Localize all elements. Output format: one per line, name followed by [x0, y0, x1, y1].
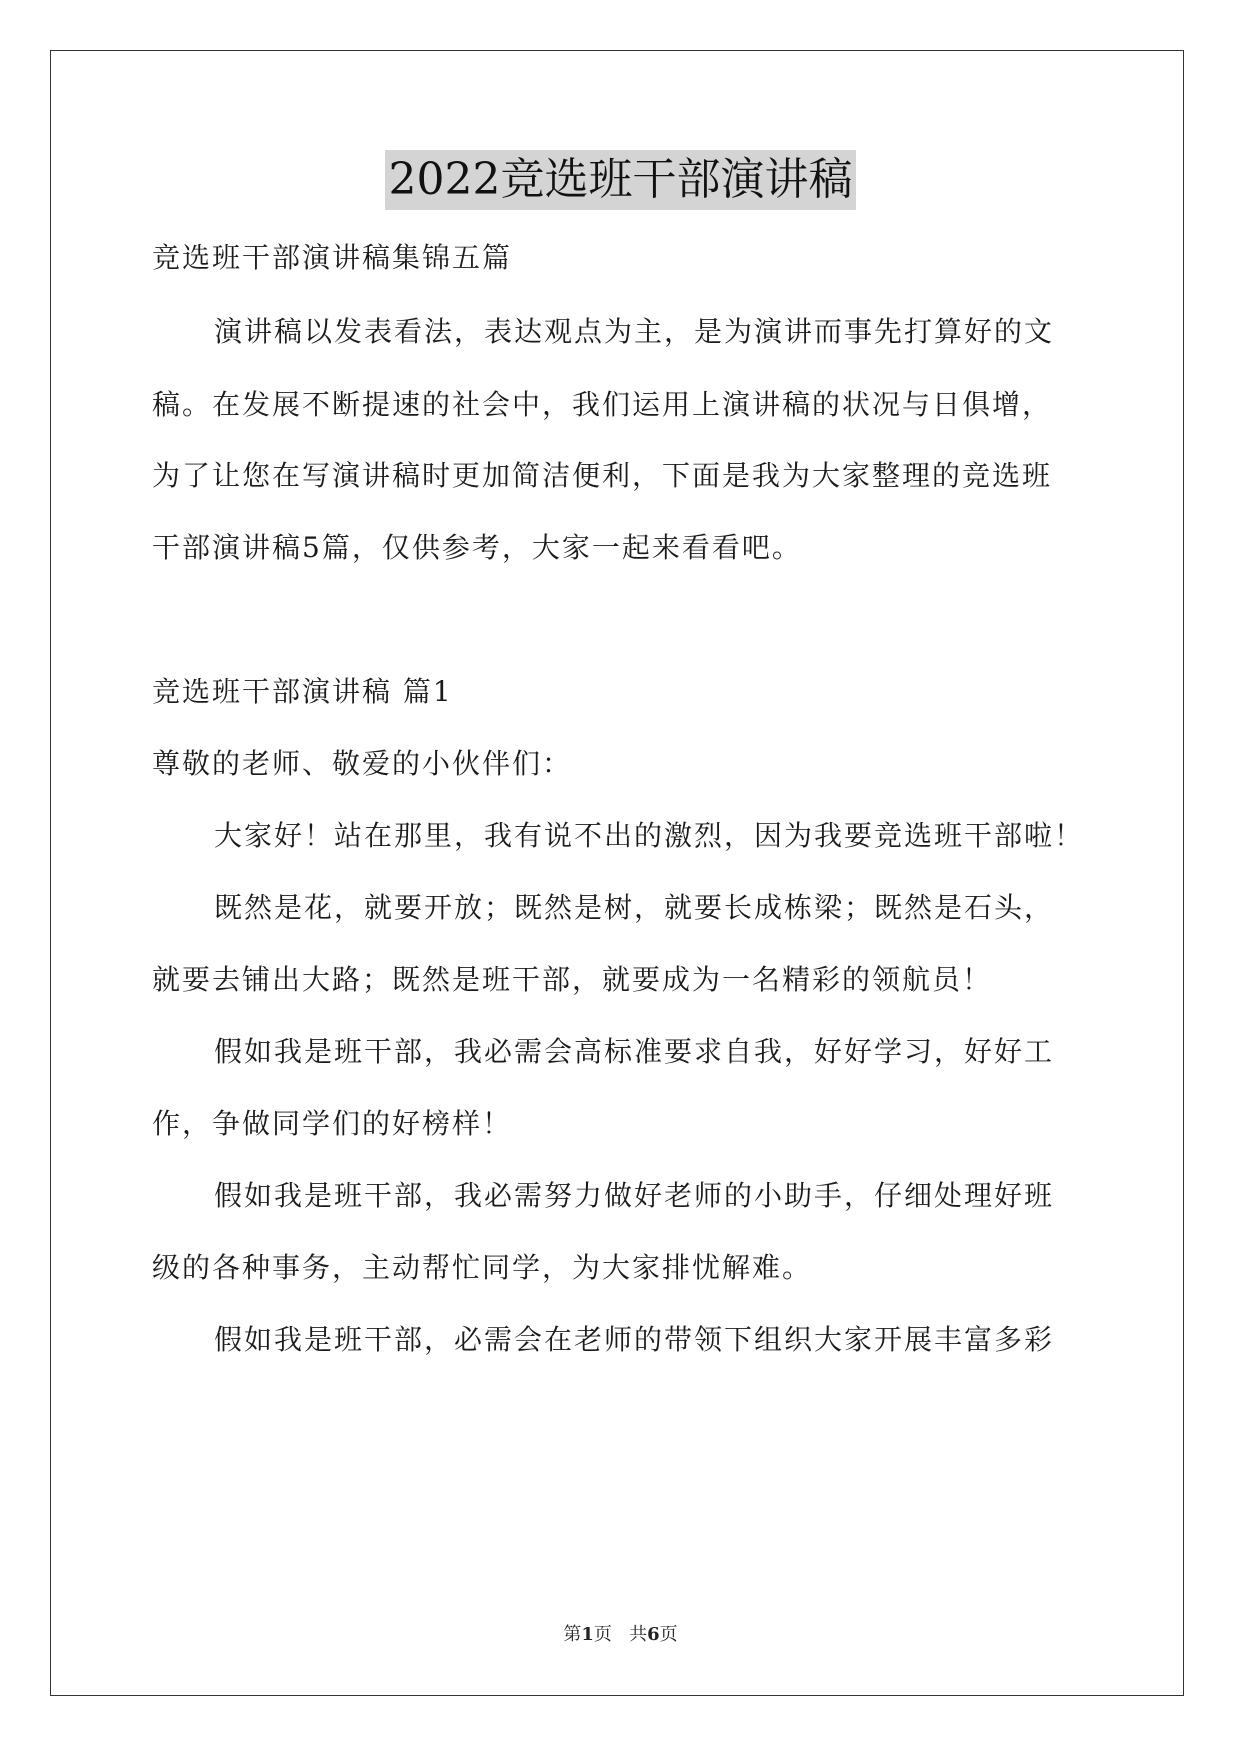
page-footer	[0, 1620, 1241, 1646]
document-title: 2022竞选班干部演讲稿	[385, 150, 857, 210]
title-container	[0, 150, 1241, 210]
intro-line: 演讲稿以发表看法，表达观点为主，是为演讲而事先打算好的文	[214, 315, 1055, 348]
body-line: 既然是花，就要开放；既然是树，就要长成栋梁；既然是石头，	[214, 891, 1055, 924]
document-subtitle: 竞选班干部演讲稿集锦五篇	[152, 241, 513, 274]
intro-line: 干部演讲稿5篇，仅供参考，大家一起来看看吧。	[152, 531, 802, 564]
footer-suffix: 页	[659, 1624, 678, 1645]
body-line: 假如我是班干部，我必需会高标准要求自我，好好学习，好好工	[214, 1035, 1055, 1068]
body-line: 级的各种事务，主动帮忙同学，为大家排忧解难。	[152, 1251, 813, 1284]
footer-prefix: 第	[563, 1624, 582, 1645]
footer-total-pages: 6	[647, 1624, 660, 1645]
body-line: 作，争做同学们的好榜样！	[152, 1107, 513, 1140]
salutation: 尊敬的老师、敬爱的小伙伴们：	[152, 747, 573, 780]
page-border	[50, 50, 1184, 1696]
body-line: 就要去铺出大路；既然是班干部，就要成为一名精彩的领航员！	[152, 963, 993, 996]
body-line: 假如我是班干部，必需会在老师的带领下组织大家开展丰富多彩	[214, 1323, 1055, 1356]
footer-current-page: 1	[581, 1624, 594, 1645]
section-heading: 竞选班干部演讲稿 篇1	[152, 675, 453, 708]
intro-line: 为了让您在写演讲稿时更加简洁便利，下面是我为大家整理的竞选班	[152, 459, 1053, 492]
body-line: 假如我是班干部，我必需努力做好老师的小助手，仔细处理好班	[214, 1179, 1055, 1212]
body-line: 大家好！站在那里，我有说不出的激烈，因为我要竞选班干部啦！	[214, 819, 1085, 852]
intro-line: 稿。在发展不断提速的社会中，我们运用上演讲稿的状况与日俱增，	[152, 388, 1053, 421]
footer-mid: 页 共	[593, 1624, 648, 1645]
